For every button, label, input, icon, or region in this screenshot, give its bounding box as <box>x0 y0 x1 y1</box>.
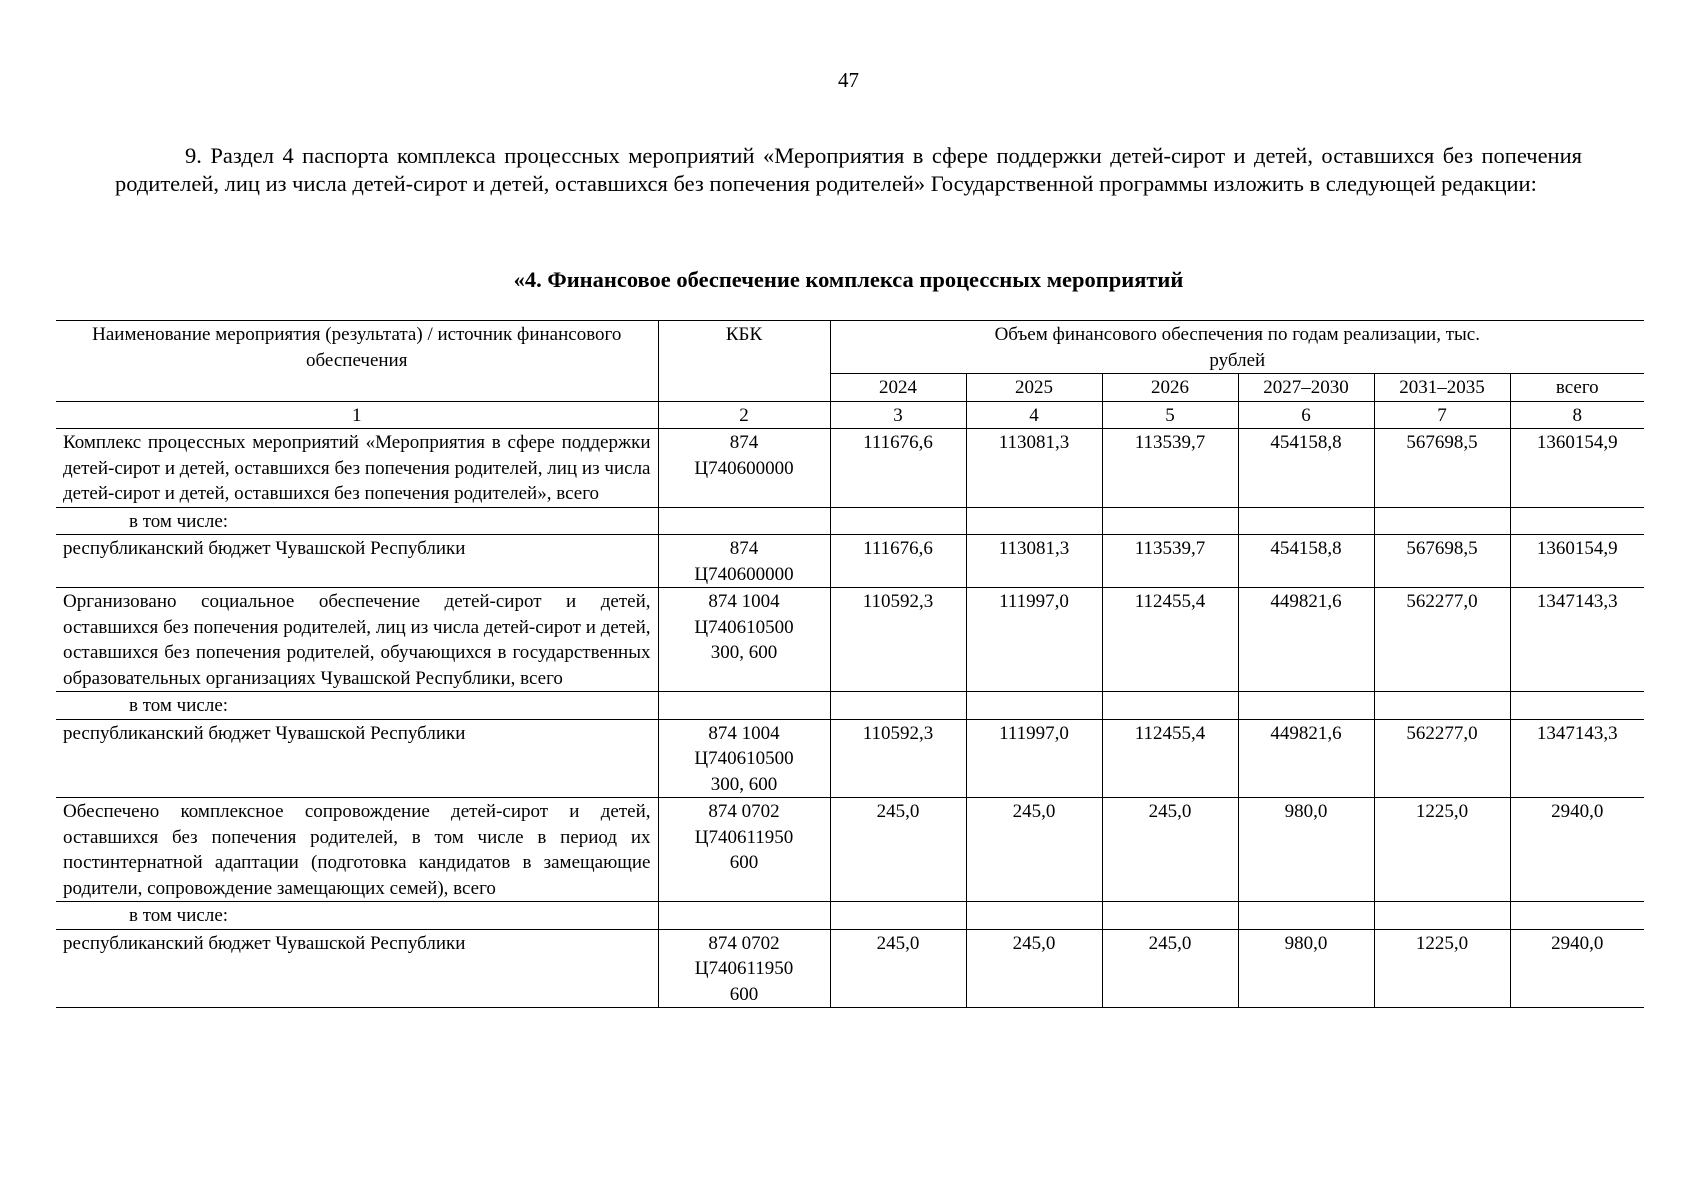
column-number: 6 <box>1301 404 1311 426</box>
row-kbk-line: 874 1004 <box>708 591 780 612</box>
row-value: 111997,0 <box>999 722 1069 744</box>
header-volume-cell <box>830 321 1644 374</box>
row-value: 245,0 <box>876 801 920 822</box>
row-value: 454158,8 <box>1270 538 1342 559</box>
row-value: 113539,7 <box>1134 432 1206 453</box>
row-kbk-cell <box>658 692 830 720</box>
row-name-cell <box>56 588 658 692</box>
row-value-cell <box>1238 719 1374 798</box>
row-kbk-line: 874 0702 <box>708 801 780 822</box>
table-row <box>56 429 1644 508</box>
column-number: 4 <box>1029 404 1039 426</box>
column-number: 1 <box>352 404 362 426</box>
row-kbk-line: Ц740611950 <box>694 826 794 848</box>
header-name: Наименование мероприятия (результата) / источник финансового обеспечения <box>92 324 622 371</box>
row-value: 245,0 <box>876 932 920 954</box>
row-kbk-line: Ц740610500 <box>694 616 794 638</box>
row-kbk-line: 600 <box>729 983 759 1005</box>
header-year: 2026 <box>1151 377 1189 398</box>
row-value: 562277,0 <box>1406 591 1478 612</box>
row-value-cell <box>830 535 966 588</box>
row-value: 1360154,9 <box>1536 538 1618 559</box>
header-kbk-cell <box>658 321 830 402</box>
row-value-cell <box>1510 929 1644 1008</box>
row-value-cell <box>1374 798 1510 902</box>
row-kbk-cell <box>658 719 830 798</box>
row-value: 1347143,3 <box>1536 722 1618 744</box>
row-kbk-cell <box>658 507 830 535</box>
row-value: 454158,8 <box>1270 432 1342 453</box>
row-value-cell <box>1374 588 1510 692</box>
row-kbk-cell <box>658 588 830 692</box>
row-kbk-cell <box>658 429 830 508</box>
row-kbk-cell <box>658 798 830 902</box>
row-value: 1225,0 <box>1415 932 1469 954</box>
row-name-cell <box>56 535 658 588</box>
row-value: 112455,4 <box>1134 591 1206 612</box>
row-kbk-cell <box>658 902 830 930</box>
row-kbk-line: 874 1004 <box>708 722 780 744</box>
row-kbk-line: 300, 600 <box>710 773 778 795</box>
row-value-cell <box>966 429 1102 508</box>
column-number-cell <box>1510 401 1644 429</box>
row-value: 111997,0 <box>999 591 1069 612</box>
row-value: 245,0 <box>1148 801 1192 822</box>
column-number-cell <box>56 401 658 429</box>
row-value-cell <box>830 429 966 508</box>
row-value: 245,0 <box>1148 932 1192 954</box>
row-value-cell <box>1238 588 1374 692</box>
row-value-cell <box>1102 719 1238 798</box>
row-value: 980,0 <box>1284 801 1328 822</box>
row-value-cell <box>830 719 966 798</box>
column-number: 7 <box>1437 404 1447 426</box>
row-name: республиканский бюджет Чувашской Республики <box>63 932 466 954</box>
row-value-cell <box>1238 429 1374 508</box>
header-year: 2031–2035 <box>1399 377 1485 398</box>
row-value: 112455,4 <box>1134 722 1206 744</box>
row-value: 980,0 <box>1284 932 1328 954</box>
row-value-cell <box>966 902 1102 930</box>
row-value-cell <box>1238 507 1374 535</box>
row-value-cell <box>1102 588 1238 692</box>
row-value: 1360154,9 <box>1536 432 1618 453</box>
row-name-cell <box>56 902 658 930</box>
subtotal-label-row <box>56 902 1644 930</box>
row-name: в том числе: <box>129 695 229 716</box>
row-value: 111676,6 <box>863 432 933 453</box>
row-kbk-line: 874 <box>729 432 759 453</box>
column-number-cell <box>1238 401 1374 429</box>
row-value-cell <box>1238 692 1374 720</box>
row-value: 113081,3 <box>998 432 1070 453</box>
row-value: 113539,7 <box>1134 538 1206 559</box>
row-kbk-line: Ц740610500 <box>694 748 794 769</box>
row-value-cell <box>830 692 966 720</box>
row-kbk-line: Ц740600000 <box>694 563 794 585</box>
row-value-cell <box>1238 902 1374 930</box>
row-value-cell <box>1374 902 1510 930</box>
row-value-cell <box>1238 929 1374 1008</box>
header-name-cell <box>56 321 658 402</box>
column-number: 5 <box>1165 404 1175 426</box>
row-value-cell <box>1374 929 1510 1008</box>
row-value-cell <box>830 902 966 930</box>
row-name-cell <box>56 507 658 535</box>
row-value-cell <box>1374 507 1510 535</box>
row-value-cell <box>1374 429 1510 508</box>
row-value-cell <box>830 588 966 692</box>
row-name-cell <box>56 719 658 798</box>
table-row <box>56 929 1644 1008</box>
row-value-cell <box>1102 507 1238 535</box>
row-value-cell <box>966 507 1102 535</box>
row-value-cell <box>1102 798 1238 902</box>
row-value-cell <box>966 692 1102 720</box>
row-value-cell <box>1510 507 1644 535</box>
row-value: 567698,5 <box>1406 432 1478 453</box>
column-numbers-row <box>56 401 1644 429</box>
intro-paragraph <box>115 142 1582 198</box>
row-value: 110592,3 <box>862 722 934 744</box>
row-value: 2940,0 <box>1551 801 1604 822</box>
row-value-cell <box>966 588 1102 692</box>
header-kbk: КБК <box>725 324 763 345</box>
row-value-cell <box>1510 692 1644 720</box>
row-name-cell <box>56 929 658 1008</box>
table-row <box>56 798 1644 902</box>
row-value: 1225,0 <box>1415 801 1469 822</box>
row-value-cell <box>1510 902 1644 930</box>
column-number-cell <box>966 401 1102 429</box>
row-kbk-line: 300, 600 <box>710 642 778 663</box>
row-value: 2940,0 <box>1551 932 1604 954</box>
row-name: Организовано социальное обеспечение детей-сирот и детей, оставшихся без попечения родителей, лиц из числа детей-сирот и детей, оставшихся без попечения родителей, обучающихся в государственных образовательных организациях Чувашской Республики, всего <box>63 591 651 689</box>
subtotal-label-row <box>56 507 1644 535</box>
table-row <box>56 588 1644 692</box>
section-title: «4. Финансовое обеспечение комплекса процессных мероприятий <box>513 267 1184 292</box>
page-number: 47 <box>838 68 859 92</box>
row-value: 562277,0 <box>1406 722 1478 744</box>
row-name: Обеспечено комплексное сопровождение детей-сирот и детей, оставшихся без попечения родителей, в том числе в период их постинтернатной адаптации (подготовка кандидатов в замещающие родители, сопровождение замещающих семей), всего <box>63 801 651 899</box>
row-value-cell <box>830 798 966 902</box>
table-row <box>56 719 1644 798</box>
financing-table <box>56 320 1644 1008</box>
row-value-cell <box>966 719 1102 798</box>
row-value-cell <box>1374 719 1510 798</box>
row-value-cell <box>1510 719 1644 798</box>
row-value: 245,0 <box>1012 801 1056 822</box>
table-row <box>56 535 1644 588</box>
row-name-cell <box>56 692 658 720</box>
row-value: 113081,3 <box>998 538 1070 559</box>
row-kbk-line: 874 <box>729 538 759 559</box>
header-year-cell <box>1374 374 1510 402</box>
header-year-cell <box>966 374 1102 402</box>
column-number: 3 <box>893 404 903 426</box>
row-kbk-line: Ц740611950 <box>694 958 794 979</box>
header-year: 2027–2030 <box>1263 377 1349 398</box>
row-value-cell <box>966 929 1102 1008</box>
row-value-cell <box>1510 798 1644 902</box>
row-name: в том числе: <box>129 905 229 926</box>
row-value-cell <box>1102 692 1238 720</box>
column-number-cell <box>658 401 830 429</box>
header-year: 2025 <box>1015 377 1053 398</box>
header-year: всего <box>1555 377 1599 398</box>
row-value-cell <box>1374 535 1510 588</box>
header-volume: Объем финансового обеспечения по годам реализации, тыс. рублей <box>994 324 1480 371</box>
row-value: 111676,6 <box>863 538 933 559</box>
row-value-cell <box>1102 902 1238 930</box>
table-body <box>56 321 1644 1008</box>
row-value-cell <box>1510 429 1644 508</box>
row-value: 449821,6 <box>1270 591 1342 612</box>
row-value-cell <box>1510 588 1644 692</box>
row-name-cell <box>56 798 658 902</box>
row-value-cell <box>966 798 1102 902</box>
subtotal-label-row <box>56 692 1644 720</box>
row-name: Комплекс процессных мероприятий «Мероприятия в сфере поддержки детей-сирот и детей, оставшихся без попечения родителей, лиц из числа детей-сирот и детей, оставшихся без попечения родителей», всего <box>63 432 651 504</box>
row-value: 110592,3 <box>862 591 934 612</box>
header-year: 2024 <box>879 377 917 398</box>
header-year-cell <box>1238 374 1374 402</box>
header-year-cell <box>1102 374 1238 402</box>
column-number-cell <box>830 401 966 429</box>
row-value-cell <box>830 507 966 535</box>
column-number-cell <box>1374 401 1510 429</box>
intro-text: 9. Раздел 4 паспорта комплекса процессных мероприятий «Мероприятия в сфере поддержки детей-сирот и детей, оставшихся без попечения родителей, лиц из числа детей-сирот и детей, оставшихся без попечения родителей» Государственной программы изложить в следующей редакции: <box>115 143 1582 196</box>
row-value-cell <box>1374 692 1510 720</box>
row-kbk-line: 600 <box>729 852 759 873</box>
row-value-cell <box>966 535 1102 588</box>
column-number-cell <box>1102 401 1238 429</box>
row-kbk-line: 874 0702 <box>708 932 780 954</box>
column-number: 8 <box>1572 404 1583 426</box>
row-value-cell <box>830 929 966 1008</box>
row-name: республиканский бюджет Чувашской Республики <box>63 722 466 744</box>
row-value-cell <box>1238 798 1374 902</box>
row-value: 567698,5 <box>1406 538 1478 559</box>
row-name: республиканский бюджет Чувашской Республики <box>63 538 466 559</box>
header-year-cell <box>830 374 966 402</box>
row-name: в том числе: <box>129 510 229 532</box>
row-value: 1347143,3 <box>1536 591 1618 612</box>
header-row <box>56 321 1644 374</box>
row-value-cell <box>1238 535 1374 588</box>
row-value-cell <box>1102 929 1238 1008</box>
row-value-cell <box>1102 535 1238 588</box>
row-kbk-cell <box>658 929 830 1008</box>
row-kbk-cell <box>658 535 830 588</box>
row-value: 449821,6 <box>1270 722 1342 744</box>
header-year-cell <box>1510 374 1644 402</box>
column-number: 2 <box>739 404 749 426</box>
row-value-cell <box>1102 429 1238 508</box>
row-kbk-line: Ц740600000 <box>694 457 794 479</box>
row-value-cell <box>1510 535 1644 588</box>
row-value: 245,0 <box>1012 932 1056 954</box>
row-name-cell <box>56 429 658 508</box>
